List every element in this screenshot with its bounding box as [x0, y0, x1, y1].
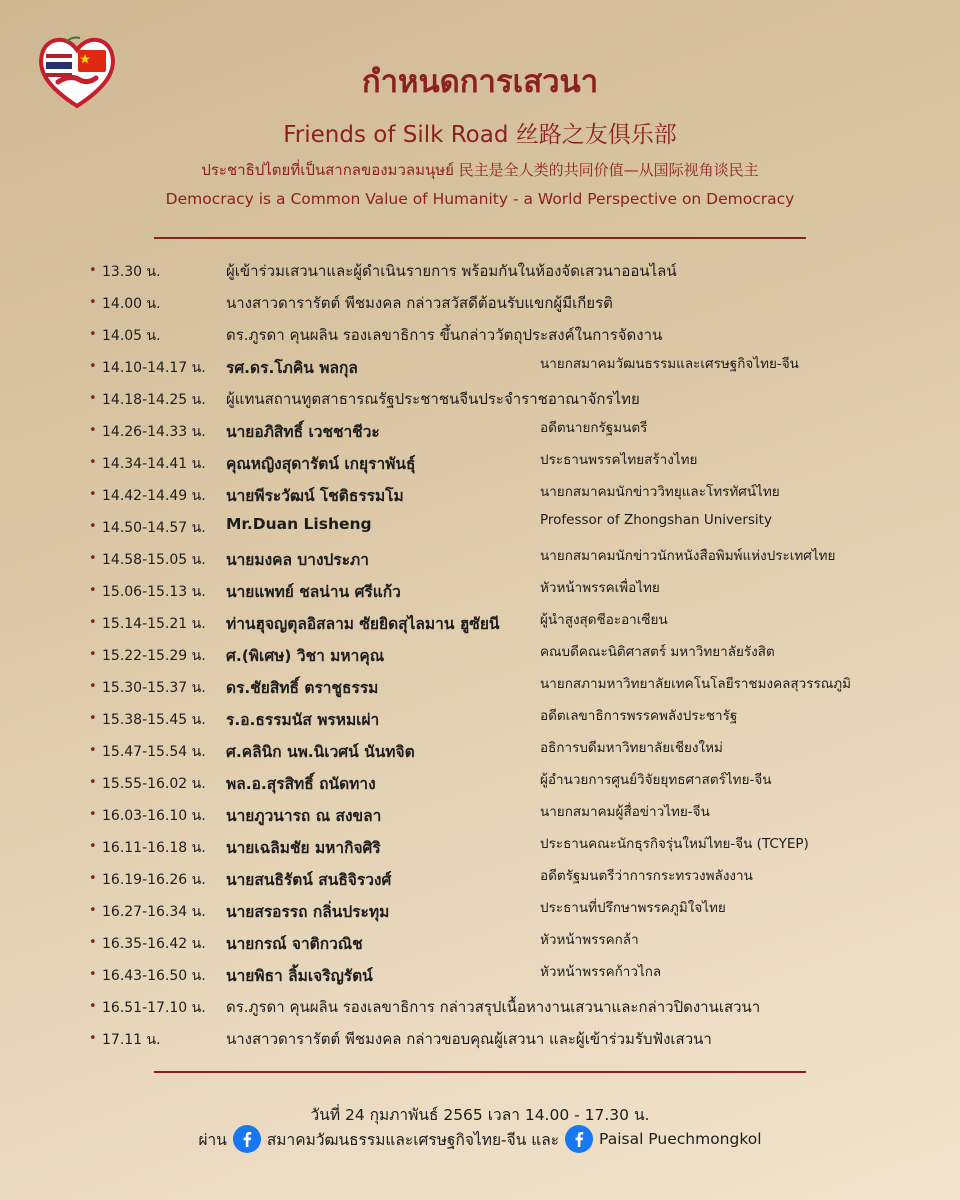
- schedule-row: [0, 386, 960, 418]
- schedule-row: [0, 258, 960, 290]
- schedule-role: นายกสมาคมนักข่าววิทยุและโทรทัศน์ไทย: [540, 484, 780, 500]
- bullet-icon: •: [89, 711, 97, 726]
- divider-top: [154, 237, 806, 239]
- bullet-icon: •: [89, 903, 97, 918]
- schedule-row: [0, 482, 960, 514]
- schedule-time: 14.05 น.: [102, 328, 161, 344]
- schedule-row: [0, 674, 960, 706]
- schedule-name: ศ.(พิเศษ) วิชา มหาคุณ: [226, 647, 385, 665]
- schedule-role: หัวหน้าพรรคก้าวไกล: [540, 964, 662, 980]
- schedule-time: 17.11 น.: [102, 1032, 161, 1048]
- bullet-icon: •: [89, 1031, 97, 1046]
- divider-bottom: [154, 1071, 806, 1073]
- page-title: กำหนดการเสวนา: [361, 64, 599, 100]
- theme-th-zh: ประชาธิปไตยที่เป็นสากลของมวลมนุษย์ 民主是全人类的共同价值—从国际视角谈民主: [201, 161, 759, 179]
- schedule-row: [0, 1026, 960, 1058]
- bullet-icon: •: [89, 519, 97, 534]
- bullet-icon: •: [89, 935, 97, 950]
- schedule-name: นายภูวนารถ ณ สงขลา: [226, 807, 382, 825]
- broadcast-channels: [0, 1125, 960, 1153]
- schedule-time: 14.18-14.25 น.: [102, 392, 206, 408]
- schedule-time: 14.10-14.17 น.: [102, 360, 206, 376]
- bullet-icon: •: [89, 423, 97, 438]
- schedule-row: [0, 994, 960, 1026]
- schedule-time: 14.34-14.41 น.: [102, 456, 206, 472]
- schedule-row: [0, 610, 960, 642]
- schedule-role: ประธานพรรคไทยสร้างไทย: [540, 452, 698, 468]
- schedule-row: [0, 738, 960, 770]
- bullet-icon: •: [89, 359, 97, 374]
- schedule-role: นายกสมาคมวัฒนธรรมและเศรษฐกิจไทย-จีน: [540, 356, 799, 372]
- schedule-name: นายเฉลิมชัย มหากิจศิริ: [226, 839, 381, 857]
- schedule-row: [0, 898, 960, 930]
- schedule-time: 15.22-15.29 น.: [102, 648, 206, 664]
- bullet-icon: •: [89, 679, 97, 694]
- event-subtitle: Friends of Silk Road 丝路之友俱乐部: [283, 122, 677, 148]
- schedule-role: ประธานคณะนักธุรกิจรุ่นใหม่ไทย-จีน (TCYEP): [540, 836, 809, 852]
- schedule-role: อดีตรัฐมนตรีว่าการกระทรวงพลังงาน: [540, 868, 753, 884]
- schedule-name: นางสาวดารารัตต์ พีชมงคล กล่าวสวัสดีต้อนรับแขกผู้มีเกียรติ: [226, 294, 613, 312]
- schedule-role: นายกสภามหาวิทยาลัยเทคโนโลยีราชมงคลสุวรรณภูมิ: [540, 676, 852, 692]
- bullet-icon: •: [89, 583, 97, 598]
- schedule-time: 16.27-16.34 น.: [102, 904, 206, 920]
- bullet-icon: •: [89, 487, 97, 502]
- bullet-icon: •: [89, 967, 97, 982]
- schedule-time: 14.26-14.33 น.: [102, 424, 206, 440]
- schedule-name: นายมงคล บางประภา: [226, 551, 369, 569]
- schedule-time: 16.43-16.50 น.: [102, 968, 206, 984]
- event-date: วันที่ 24 กุมภาพันธ์ 2565 เวลา 14.00 - 17.30 น.: [310, 1106, 650, 1124]
- schedule-name: ดร.ภูรดา คุนผลิน รองเลขาธิการ กล่าวสรุปเนื้อหางานเสวนาและกล่าวปิดงานเสวนา: [226, 998, 761, 1016]
- schedule-row: [0, 642, 960, 674]
- schedule-name: นายแพทย์ ชลน่าน ศรีแก้ว: [226, 583, 401, 601]
- bullet-icon: •: [89, 839, 97, 854]
- schedule-name: ดร.ภูรดา คุนผลิน รองเลขาธิการ ขึ้นกล่าววัตถุประสงค์ในการจัดงาน: [226, 326, 663, 344]
- schedule-time: 15.38-15.45 น.: [102, 712, 206, 728]
- schedule-time: 14.42-14.49 น.: [102, 488, 206, 504]
- schedule-row: [0, 290, 960, 322]
- schedule-row: [0, 962, 960, 994]
- schedule-name: นางสาวดารารัตต์ พีชมงคล กล่าวขอบคุณผู้เสวนา และผู้เข้าร่วมรับฟังเสวนา: [226, 1030, 712, 1048]
- schedule-row: [0, 834, 960, 866]
- schedule-row: [0, 354, 960, 386]
- facebook-page-thai-chinese-association[interactable]: สมาคมวัฒนธรรมและเศรษฐกิจไทย-จีน และ: [266, 1130, 560, 1149]
- schedule-time: 15.06-15.13 น.: [102, 584, 206, 600]
- schedule-role: นายกสมาคมผู้สื่อข่าวไทย-จีน: [540, 804, 710, 820]
- schedule-role: อดีตเลขาธิการพรรคพลังประชารัฐ: [540, 708, 738, 724]
- schedule-role: หัวหน้าพรรคกล้า: [540, 932, 639, 948]
- schedule-row: [0, 546, 960, 578]
- schedule-time: 15.47-15.54 น.: [102, 744, 206, 760]
- schedule-time: 13.30 น.: [102, 264, 161, 280]
- schedule-row: [0, 930, 960, 962]
- schedule-time: 16.51-17.10 น.: [102, 1000, 206, 1016]
- schedule-time: 16.11-16.18 น.: [102, 840, 206, 856]
- bullet-icon: •: [89, 551, 97, 566]
- schedule-time: 15.55-16.02 น.: [102, 776, 206, 792]
- schedule-name: ศ.คลินิก นพ.นิเวศน์ นันทจิต: [226, 743, 415, 761]
- schedule-time: 15.14-15.21 น.: [102, 616, 206, 632]
- schedule-name: คุณหญิงสุดารัตน์ เกยุราพันธุ์: [226, 455, 416, 473]
- schedule-time: 14.58-15.05 น.: [102, 552, 206, 568]
- schedule-name: รศ.ดร.โภคิน พลกุล: [226, 359, 358, 377]
- schedule-role: คณบดีคณะนิติศาสตร์ มหาวิทยาลัยรังสิต: [540, 644, 775, 660]
- schedule-row: [0, 802, 960, 834]
- schedule-row: [0, 706, 960, 738]
- schedule-row: [0, 514, 960, 546]
- schedule-role: อดีตนายกรัฐมนตรี: [540, 420, 648, 436]
- schedule-time: 16.19-16.26 น.: [102, 872, 206, 888]
- bullet-icon: •: [89, 871, 97, 886]
- schedule-name: นายสนธิรัตน์ สนธิจิรวงศ์: [226, 871, 392, 889]
- facebook-icon[interactable]: [565, 1125, 593, 1153]
- schedule-time: 16.35-16.42 น.: [102, 936, 206, 952]
- bullet-icon: •: [89, 391, 97, 406]
- bullet-icon: •: [89, 455, 97, 470]
- bullet-icon: •: [89, 327, 97, 342]
- schedule-time: 14.00 น.: [102, 296, 161, 312]
- schedule-name: ผู้แทนสถานทูตสาธารณรัฐประชาชนจีนประจำราชอาณาจักรไทย: [226, 390, 640, 408]
- schedule-name: นายกรณ์ จาติกวณิช: [226, 935, 363, 953]
- bullet-icon: •: [89, 263, 97, 278]
- schedule-row: [0, 322, 960, 354]
- bullet-icon: •: [89, 743, 97, 758]
- theme-en: Democracy is a Common Value of Humanity - a World Perspective on Democracy: [165, 190, 795, 208]
- schedule-row: [0, 578, 960, 610]
- schedule-row: [0, 450, 960, 482]
- bullet-icon: •: [89, 807, 97, 822]
- bullet-icon: •: [89, 775, 97, 790]
- schedule-name: ร.อ.ธรรมนัส พรหมเผ่า: [226, 711, 380, 729]
- schedule-role: หัวหน้าพรรคเพื่อไทย: [540, 580, 660, 596]
- schedule-name: ผู้เข้าร่วมเสวนาและผู้ดำเนินรายการ พร้อมกันในห้องจัดเสวนาออนไลน์: [226, 262, 677, 280]
- via-label: ผ่าน: [198, 1130, 227, 1149]
- schedule-time: 14.50-14.57 น.: [102, 520, 206, 536]
- schedule-name: Mr.Duan Lisheng: [226, 515, 372, 533]
- schedule-list: [0, 258, 960, 1058]
- schedule-role: อธิการบดีมหาวิทยาลัยเชียงใหม่: [540, 740, 723, 756]
- schedule-name: ท่านฮุจญตุลอิสลาม ซัยยิดสุไลมาน ฮูซัยนี: [226, 615, 500, 633]
- schedule-role: นายกสมาคมนักข่าวนักหนังสือพิมพ์แห่งประเทศไทย: [540, 548, 836, 564]
- schedule-row: [0, 770, 960, 802]
- schedule-name: นายพีระวัฒน์ โชติธรรมโม: [226, 487, 404, 505]
- schedule-time: 15.30-15.37 น.: [102, 680, 206, 696]
- schedule-role: ผู้อำนวยการศูนย์วิจัยยุทธศาสตร์ไทย-จีน: [540, 772, 772, 788]
- bullet-icon: •: [89, 999, 97, 1014]
- facebook-page-paisal[interactable]: Paisal Puechmongkol: [599, 1130, 762, 1148]
- schedule-role: ผู้นำสูงสุดชีอะอาเซียน: [540, 612, 668, 628]
- bullet-icon: •: [89, 615, 97, 630]
- facebook-icon[interactable]: [233, 1125, 261, 1153]
- bullet-icon: •: [89, 647, 97, 662]
- schedule-time: 16.03-16.10 น.: [102, 808, 206, 824]
- schedule-role: ประธานที่ปรึกษาพรรคภูมิใจไทย: [540, 900, 726, 916]
- schedule-name: พล.อ.สุรสิทธิ์ ถนัดทาง: [226, 775, 376, 793]
- schedule-row: [0, 866, 960, 898]
- bullet-icon: •: [89, 295, 97, 310]
- schedule-name: ดร.ชัยสิทธิ์ ตราชูธรรม: [226, 679, 379, 697]
- schedule-name: นายพิธา ลิ้มเจริญรัตน์: [226, 967, 373, 985]
- schedule-role: Professor of Zhongshan University: [540, 512, 772, 528]
- schedule-row: [0, 418, 960, 450]
- schedule-name: นายสรอรรถ กลิ่นประทุม: [226, 903, 390, 921]
- olive-branch-icon: [66, 38, 80, 43]
- schedule-name: นายอภิสิทธิ์ เวชชาชีวะ: [226, 423, 380, 441]
